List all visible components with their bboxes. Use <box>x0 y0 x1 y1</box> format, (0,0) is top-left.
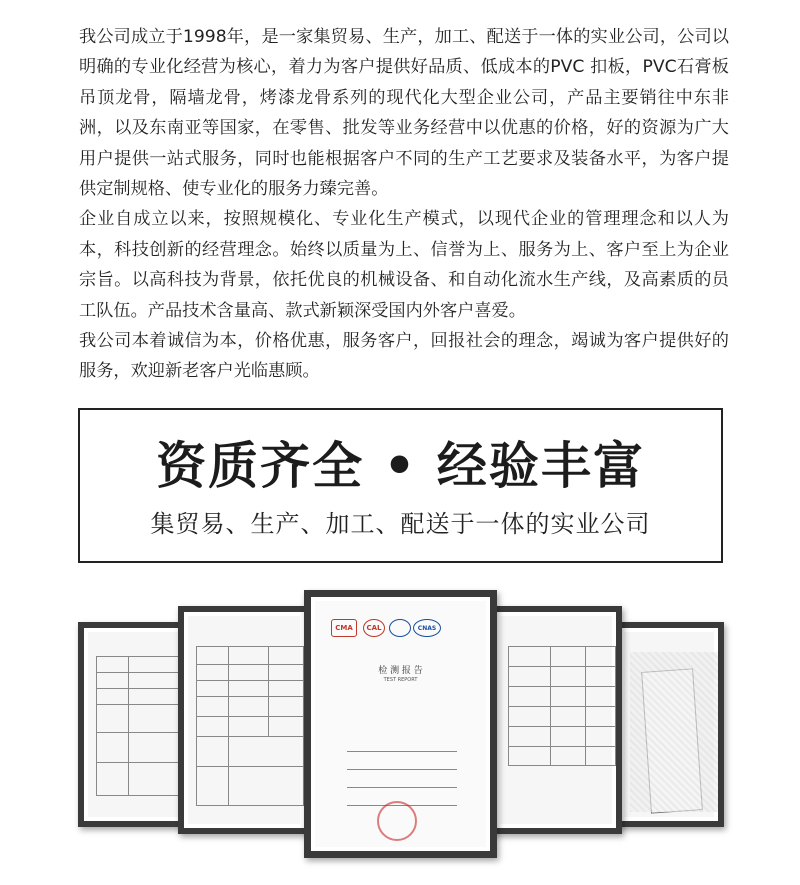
certificate-image-1 <box>78 622 188 827</box>
intro-paragraph-2: 企业自成立以来，按照规模化、专业化生产模式，以现代企业的管理理念和以人为本，科技创新的经营理念。始终以质量为上、信誉为上、服务为上、客户至上为企业宗旨。以高科技为背景，依托优良的机械设备、和自动化流水生产线，及高素质的员工队伍。产品技术含量高、款式新颖深受国内外客户喜爱。 <box>79 209 729 321</box>
certificate-image-4 <box>490 606 622 834</box>
report-title-en: TEST REPORT <box>383 677 418 683</box>
company-intro <box>79 22 729 387</box>
ilac-logo <box>389 619 411 637</box>
report-title: 检 测 报 告 <box>378 666 423 676</box>
intro-paragraph-1: 我公司成立于1998年，是一家集贸易、生产，加工、配送于一体的实业公司，公司以明确的专业化经营为核心，着力为客户提供好品质、低成本的PVC 扣板，PVC石膏板吊顶龙骨，隔墙龙骨，烤漆龙骨系列的现代化大型企业公司，产品主要销往中东非洲，以及东南亚等国家，在零售、批发等业务经营中以优惠的价格，好的资源为广大用户提供一站式服务，同时也能根据客户不同的生产工艺要求及装备水平，为客户提供定制规格、使专业化的服务力臻完善。 <box>79 27 729 200</box>
certificate-image-2 <box>178 606 310 834</box>
banner-subtitle: 集贸易、生产、加工、配送于一体的实业公司 <box>150 510 651 538</box>
intro-paragraph-3: 我公司本着诚信为本，价格优惠，服务客户，回报社会的理念，竭诚为客户提供好的服务，欢迎新老客户光临惠顾。 <box>79 331 729 382</box>
certificate-image-5 <box>614 622 724 827</box>
stamp-seal <box>377 801 417 841</box>
banner-title: 资质齐全 • 经验丰富 <box>156 437 645 495</box>
cnas-logo: CNAS <box>413 619 441 637</box>
qualification-banner <box>78 408 723 563</box>
cal-logo: CAL <box>363 619 385 637</box>
certificate-image-center <box>304 590 497 858</box>
cma-logo: CMA <box>331 619 357 637</box>
